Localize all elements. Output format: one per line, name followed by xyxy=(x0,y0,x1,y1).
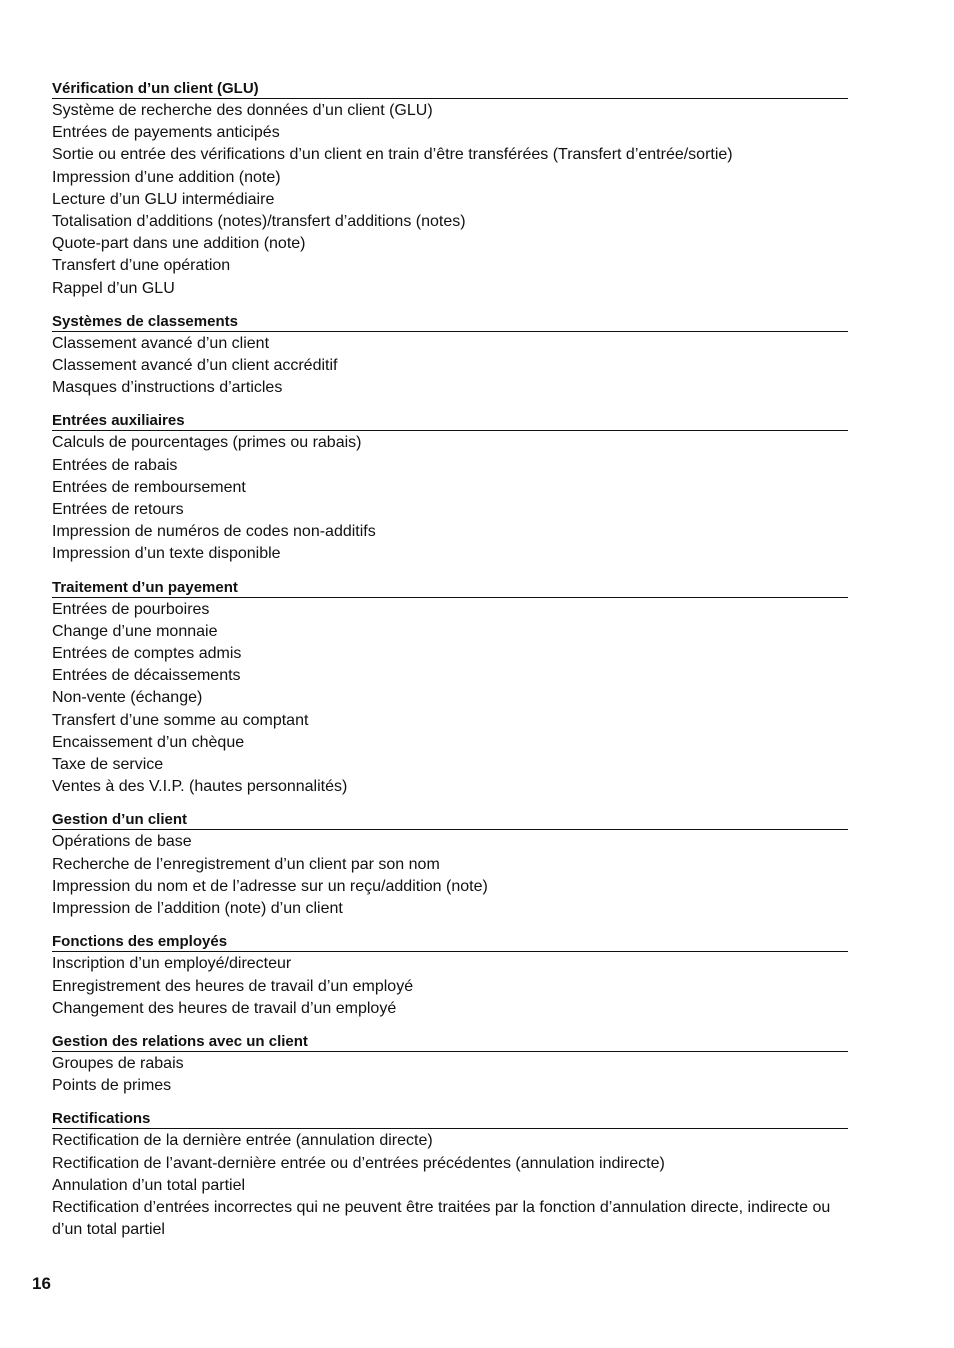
list-item: Entrées de payements anticipés xyxy=(52,124,280,142)
list-item: Entrées de pourboires xyxy=(52,600,210,618)
list-item: Impression du nom et de l’adresse sur un reçu/addition (note) xyxy=(52,877,488,895)
item-list xyxy=(52,831,848,920)
list-item: Quote-part dans une addition (note) xyxy=(52,235,306,253)
item-list xyxy=(52,432,848,565)
section-title: Fonctions des employés xyxy=(52,932,848,952)
list-item: Non-vente (échange) xyxy=(52,689,203,707)
item-list xyxy=(52,333,848,400)
section-entrees-auxiliaires xyxy=(52,411,848,565)
section-gestion-client xyxy=(52,810,848,920)
document-body xyxy=(52,79,848,1253)
list-item: Points de primes xyxy=(52,1077,172,1095)
list-item: Entrées de retours xyxy=(52,501,184,519)
list-item: Annulation d’un total partiel xyxy=(52,1176,246,1194)
list-item: Impression de numéros de codes non-additifs xyxy=(52,523,376,541)
list-item: Changement des heures de travail d’un employé xyxy=(52,999,397,1017)
list-item: Totalisation d’additions (notes)/transfert d’additions (notes) xyxy=(52,213,466,231)
list-item: Transfert d’une somme au comptant xyxy=(52,711,309,729)
section-title: Traitement d’un payement xyxy=(52,578,848,598)
page-number: 16 xyxy=(32,1274,51,1293)
section-title: Vérification d’un client (GLU) xyxy=(52,79,848,99)
list-item: Lecture d’un GLU intermédiaire xyxy=(52,190,275,208)
list-item: Calculs de pourcentages (primes ou rabais) xyxy=(52,434,362,452)
list-item: Entrées de comptes admis xyxy=(52,645,242,663)
list-item: Classement avancé d’un client xyxy=(52,334,270,352)
section-relations-client xyxy=(52,1032,848,1097)
list-item: Rappel d’un GLU xyxy=(52,279,175,297)
list-item: Groupes de rabais xyxy=(52,1054,184,1072)
list-item: Système de recherche des données d’un client (GLU) xyxy=(52,102,433,119)
section-fonctions-employes xyxy=(52,932,848,1020)
item-list xyxy=(52,1053,848,1097)
section-systemes-classements xyxy=(52,312,848,400)
list-item: Taxe de service xyxy=(52,756,164,774)
list-item: Transfert d’une opération xyxy=(52,257,231,275)
section-title: Systèmes de classements xyxy=(52,312,848,332)
list-item: Enregistrement des heures de travail d’un employé xyxy=(52,977,414,995)
list-item: Entrées de rabais xyxy=(52,456,178,474)
list-item: Impression de l’addition (note) d’un client xyxy=(52,900,343,918)
list-item: Rectification d’entrées incorrectes qui ne peuvent être traitées par la fonction d’annulation directe, indirecte ou d’un total partiel xyxy=(52,1198,831,1239)
list-item: Impression d’une addition (note) xyxy=(52,168,281,186)
list-item: Entrées de décaissements xyxy=(52,667,241,685)
list-item: Masques d’instructions d’articles xyxy=(52,379,283,397)
item-list xyxy=(52,599,848,799)
list-item: Classement avancé d’un client accréditif xyxy=(52,357,338,375)
section-title: Gestion d’un client xyxy=(52,810,848,830)
item-list xyxy=(52,953,848,1020)
section-title: Rectifications xyxy=(52,1109,848,1129)
list-item: Recherche de l’enregistrement d’un client par son nom xyxy=(52,855,440,873)
item-list xyxy=(52,1130,848,1241)
section-rectifications xyxy=(52,1109,848,1241)
list-item: Inscription d’un employé/directeur xyxy=(52,955,292,973)
list-item: Encaissement d’un chèque xyxy=(52,733,245,751)
list-item: Impression d’un texte disponible xyxy=(52,545,281,563)
list-item: Sortie ou entrée des vérifications d’un client en train d’être transférées (Transfert d’entrée/sortie) xyxy=(52,146,733,164)
section-traitement-payement xyxy=(52,578,848,799)
list-item: Opérations de base xyxy=(52,833,192,851)
list-item: Ventes à des V.I.P. (hautes personnalités) xyxy=(52,778,348,796)
list-item: Entrées de remboursement xyxy=(52,478,246,496)
section-verification-client xyxy=(52,79,848,300)
list-item: Rectification de la dernière entrée (annulation directe) xyxy=(52,1132,433,1150)
section-title: Gestion des relations avec un client xyxy=(52,1032,848,1052)
list-item: Rectification de l’avant-dernière entrée ou d’entrées précédentes (annulation indirecte) xyxy=(52,1154,665,1172)
section-title: Entrées auxiliaires xyxy=(52,411,848,431)
item-list xyxy=(52,100,848,300)
list-item: Change d’une monnaie xyxy=(52,622,218,640)
